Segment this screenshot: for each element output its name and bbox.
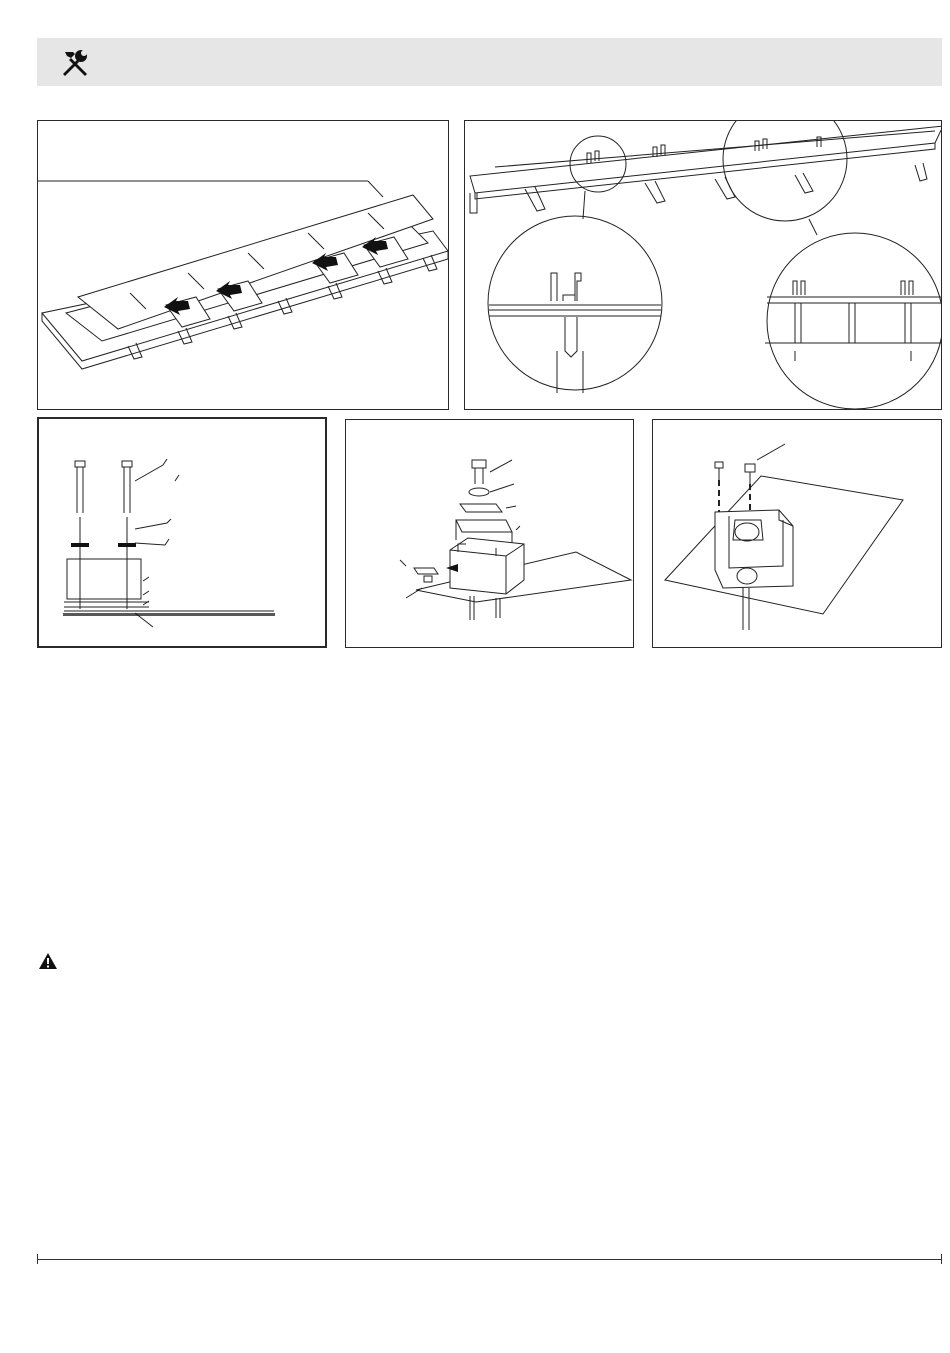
cross-section-drawing [39, 419, 327, 648]
assembled-bracket-drawing [653, 420, 942, 648]
fig-shingle-rows [37, 120, 449, 410]
fig-exploded-bracket [345, 419, 634, 648]
footer-tick-left [37, 1254, 38, 1264]
hammer-wrench-tools-icon [59, 48, 91, 78]
footer-tick-right [941, 1254, 942, 1264]
header-bar [37, 38, 942, 86]
exploded-bracket-drawing [346, 420, 634, 648]
fig-assembled-bracket [652, 419, 942, 648]
warning-triangle-icon [38, 952, 58, 970]
fig-cross-section [37, 417, 327, 648]
footer-rule [37, 1259, 942, 1260]
fig-roof-detail [464, 120, 942, 410]
shingle-rows-drawing [38, 121, 449, 410]
roof-detail-drawing [465, 121, 942, 410]
